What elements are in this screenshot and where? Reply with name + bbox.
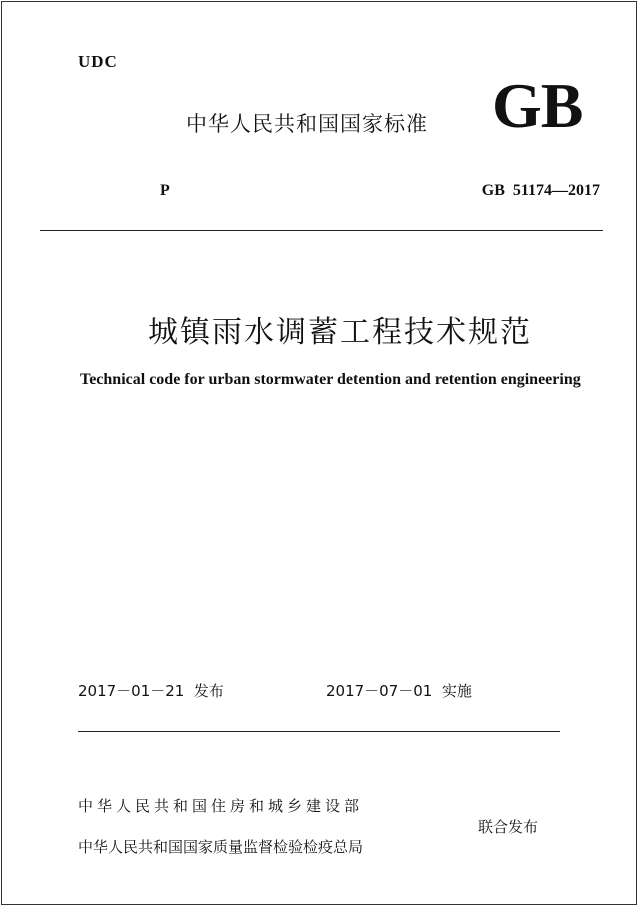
udc-label: UDC bbox=[78, 52, 118, 71]
gb-logo: GB bbox=[492, 70, 583, 141]
standard-number: GB 51174—2017 bbox=[481, 182, 600, 199]
classification-code: P bbox=[160, 182, 170, 199]
joint-issue-label: 联合发布 bbox=[478, 818, 539, 836]
standard-org-title: 中华人民共和国国家标准 bbox=[186, 112, 428, 136]
issue-date: 2017－01－21 发布 bbox=[78, 682, 224, 700]
issuer-administration: 中华人民共和国国家质量监督检验检疫总局 bbox=[78, 838, 364, 856]
middle-divider bbox=[78, 731, 560, 732]
top-divider bbox=[40, 230, 603, 231]
title-english: Technical code for urban stormwater detention and retention engineering bbox=[80, 371, 581, 388]
implementation-date: 2017－07－01 实施 bbox=[326, 682, 472, 700]
title-chinese: 城镇雨水调蓄工程技术规范 bbox=[148, 315, 532, 350]
issuer-ministry: 中华人民共和国住房和城乡建设部 bbox=[78, 797, 364, 815]
